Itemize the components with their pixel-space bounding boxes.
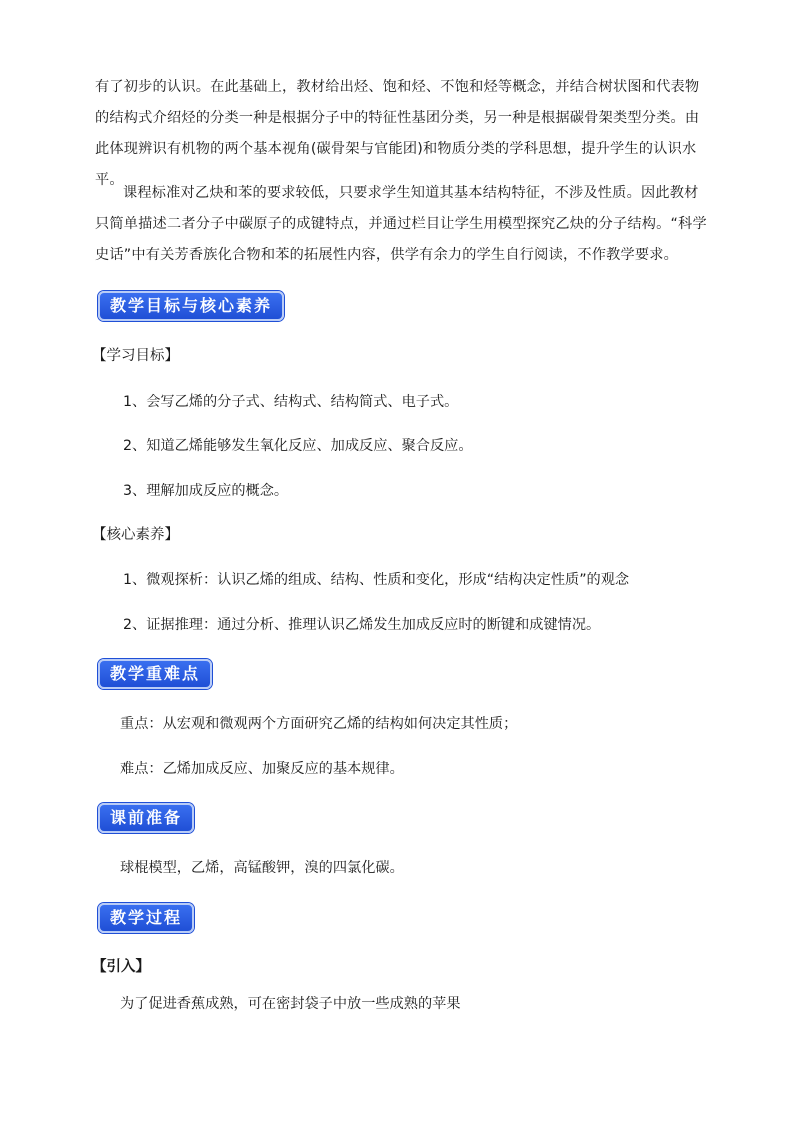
learning-goals-label: 【学习目标】 — [92, 348, 179, 364]
goals-section-title: 教学目标与核心素养 — [98, 291, 284, 321]
key-points-section-title: 教学重难点 — [98, 659, 212, 689]
core-literacy-item: 2、证据推理：通过分析、推理认识乙烯发生加成反应时的断键和成键情况。 — [123, 617, 601, 633]
process-section-title: 教学过程 — [98, 903, 194, 933]
preparation-text: 球棍模型，乙烯，高锰酸钾，溴的四氯化碳。 — [120, 860, 404, 876]
learning-goal-item: 3、理解加成反应的概念。 — [123, 483, 289, 499]
preparation-section-title: 课前准备 — [98, 803, 194, 833]
intro-paragraph: 有了初步的认识。在此基础上，教材给出烃、饱和烃、不饱和烃等概念，并结合树状图和代表物的结构式介绍烃的分类一种是根据分子中的特征性基团分类，另一种是根据碳骨架类型分类。由此体现辨识有机物的两个基本视角(碳骨架与官能团)和物质分类的学科思想，提升学生的认识水平。 — [95, 79, 700, 188]
curriculum-paragraph: 课程标准对乙炔和苯的要求较低，只要求学生知道其基本结构特征，不涉及性质。因此教材只简单描述二者分子中碳原子的成键特点，并通过栏目让学生用模型探究乙炔的分子结构。“科学史话”中有关芳香族化合物和苯的拓展性内容，供学有余力的学生自行阅读，不作教学要求。 — [95, 185, 707, 263]
intro-text: 为了促进香蕉成熟，可在密封袋子中放一些成熟的苹果 — [120, 996, 461, 1012]
intro-label: 【引入】 — [92, 959, 150, 975]
core-literacy-item: 1、微观探析：认识乙烯的组成、结构、性质和变化，形成“结构决定性质”的观念 — [123, 572, 630, 588]
core-literacy-label: 【核心素养】 — [92, 527, 179, 543]
difficult-point-text: 难点：乙烯加成反应、加聚反应的基本规律。 — [120, 761, 404, 777]
learning-goal-item: 2、知道乙烯能够发生氧化反应、加成反应、聚合反应。 — [123, 438, 473, 454]
key-point-text: 重点：从宏观和微观两个方面研究乙烯的结构如何决定其性质； — [120, 716, 518, 732]
learning-goal-item: 1、会写乙烯的分子式、结构式、结构简式、电子式。 — [123, 394, 459, 410]
